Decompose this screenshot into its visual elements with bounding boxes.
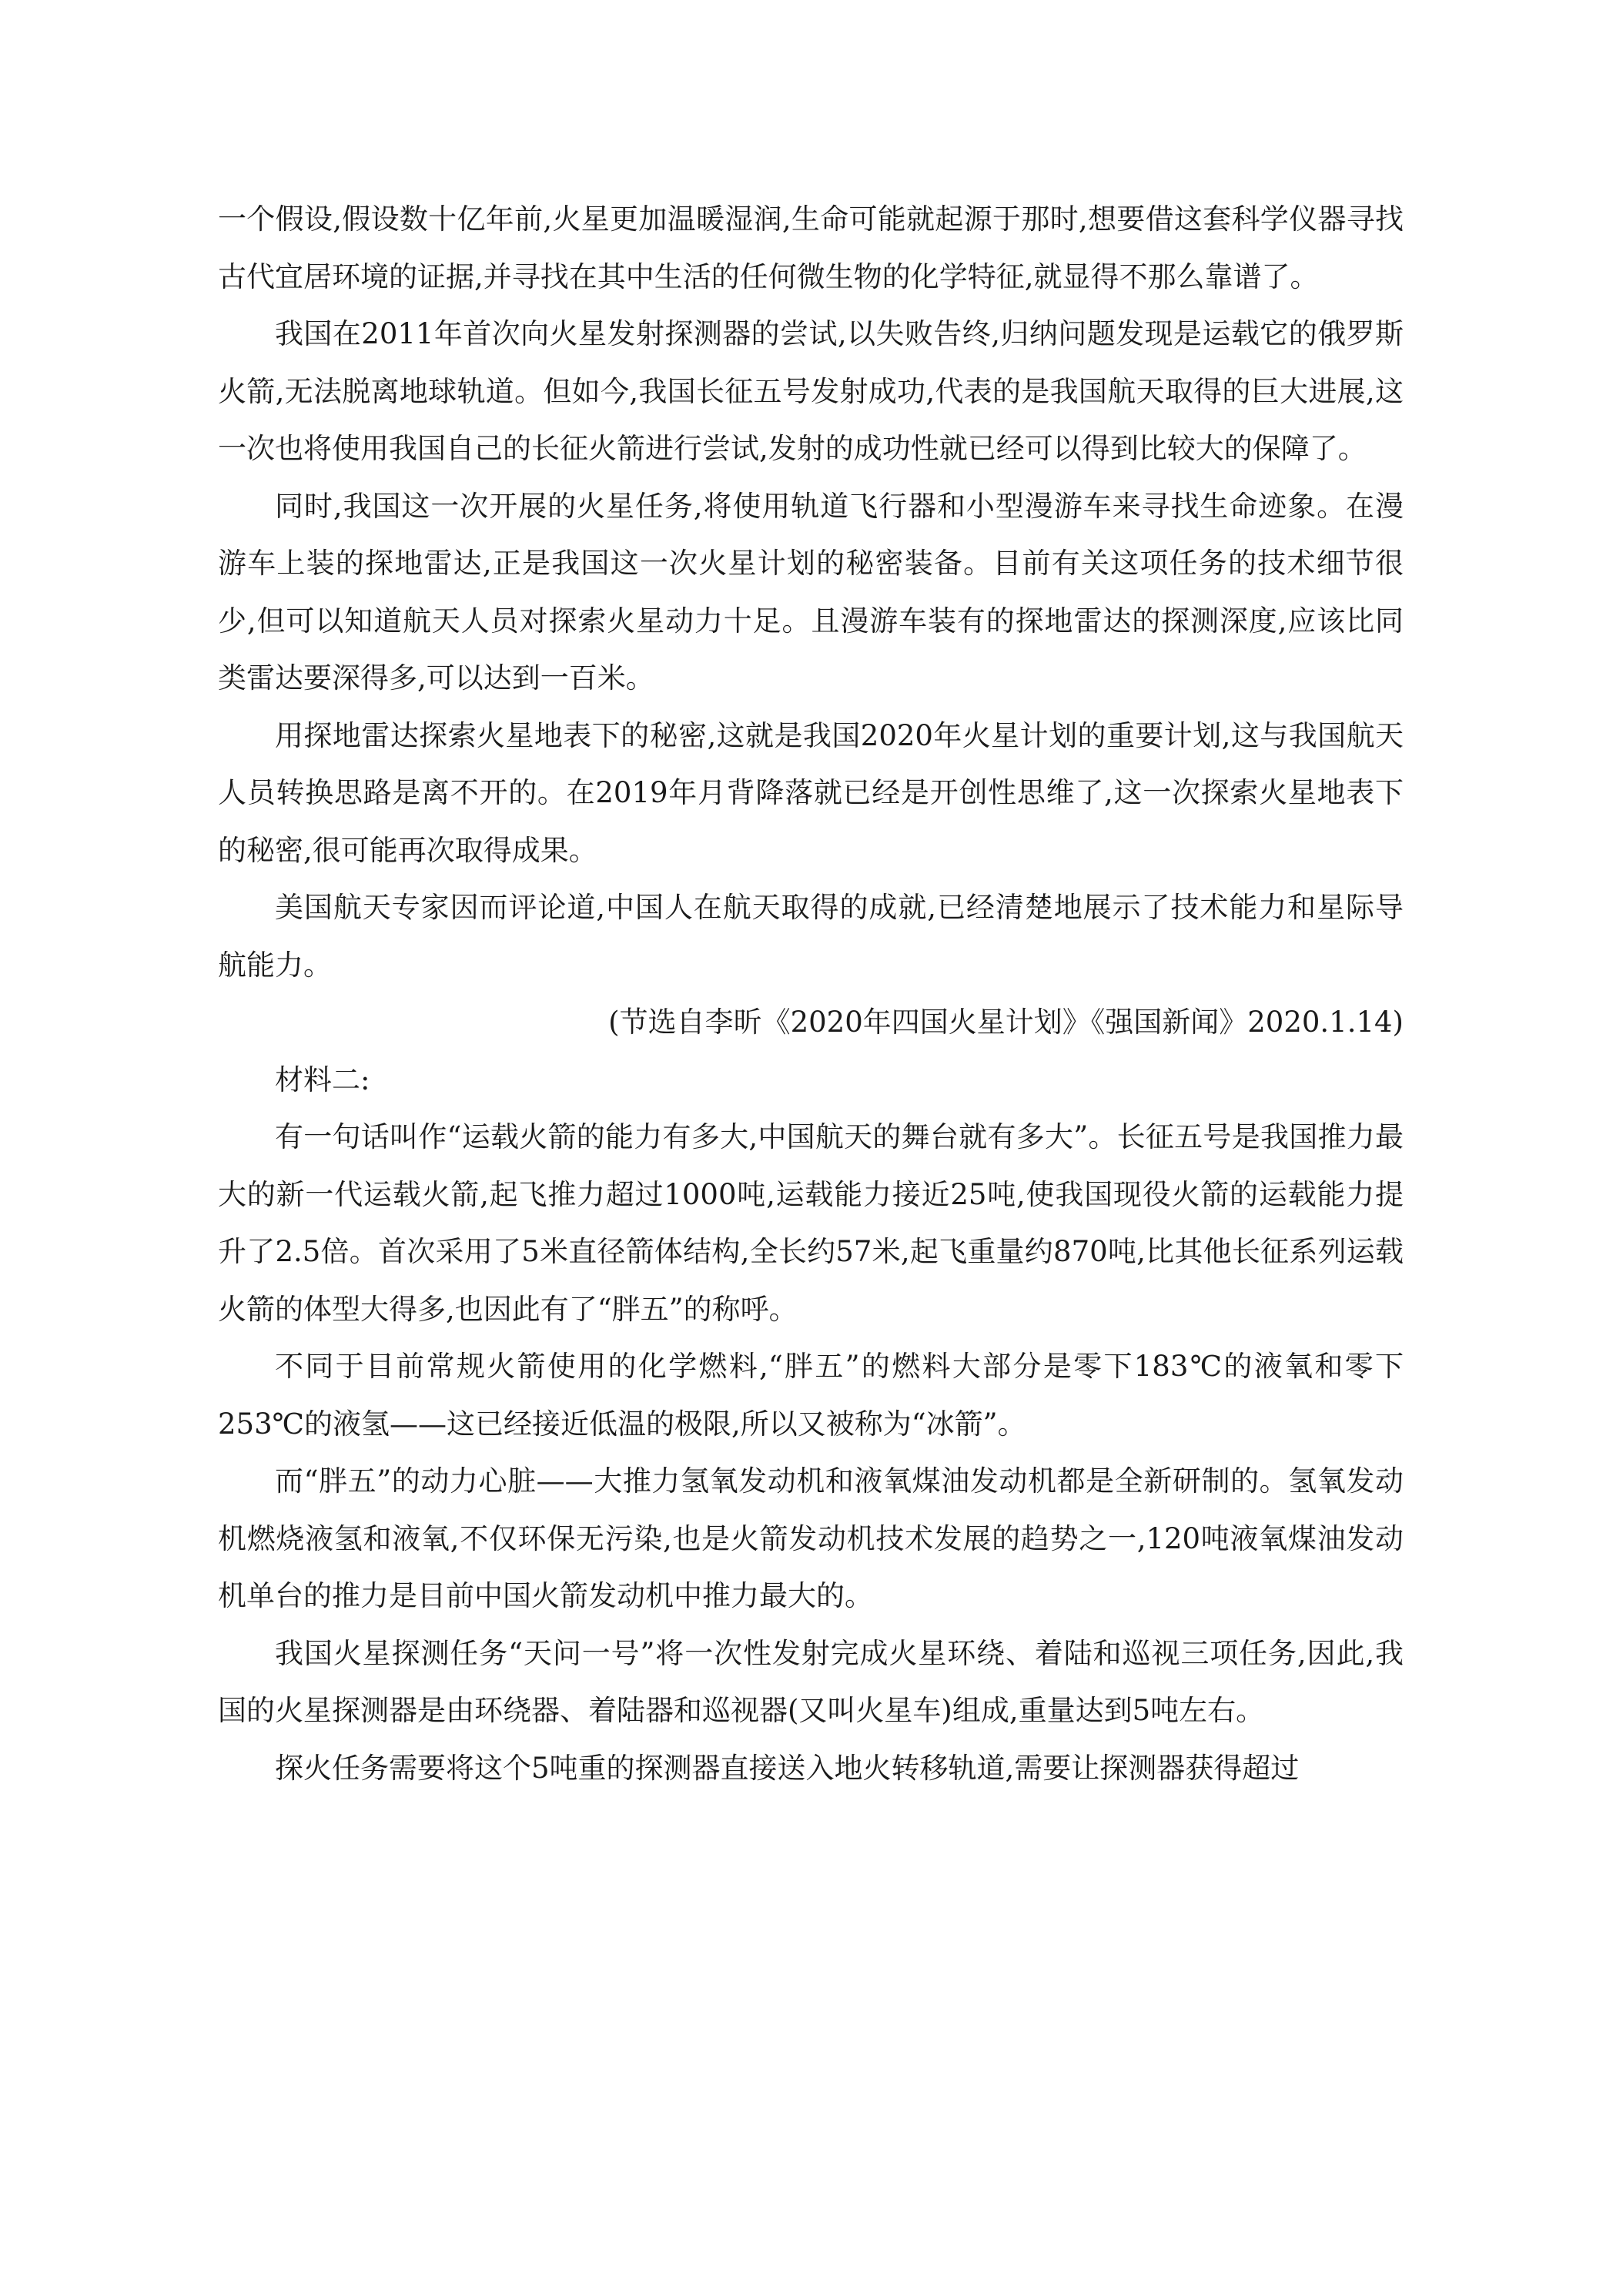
paragraph: 而“胖五”的动力心脏——大推力氢氧发动机和液氧煤油发动机都是全新研制的。氢氧发动机燃烧液氢和液氧,不仅环保无污染,也是火箭发动机技术发展的趋势之一,120吨液氧煤油发动机单台的推力是目前中国火箭发动机中推力最大的。 xyxy=(218,1464,1404,1612)
paragraph: 有一句话叫作“运载火箭的能力有多大,中国航天的舞台就有多大”。长征五号是我国推力最大的新一代运载火箭,起飞推力超过1000吨,运载能力接近25吨,使我国现役火箭的运载能力提升了2.5倍。首次采用了5米直径箭体结构,全长约57米,起飞重量约870吨,比其他长征系列运载火箭的体型大得多,也因此有了“胖五”的称呼。 xyxy=(218,1120,1404,1326)
paragraph: 我国火星探测任务“天问一号”将一次性发射完成火星环绕、着陆和巡视三项任务,因此,我国的火星探测器是由环绕器、着陆器和巡视器(又叫火星车)组成,重量达到5吨左右。 xyxy=(218,1636,1404,1727)
paragraph: 同时,我国这一次开展的火星任务,将使用轨道飞行器和小型漫游车来寻找生命迹象。在漫游车上装的探地雷达,正是我国这一次火星计划的秘密装备。目前有关这项任务的技术细节很少,但可以知道航天人员对探索火星动力十足。且漫游车装有的探地雷达的探测深度,应该比同类雷达要深得多,可以达到一百米。 xyxy=(218,489,1404,694)
section-heading: 材料二: xyxy=(275,1063,370,1096)
paragraph: 美国航天专家因而评论道,中国人在航天取得的成就,已经清楚地展示了技术能力和星际导航能力。 xyxy=(218,891,1404,982)
paragraph: 一个假设,假设数十亿年前,火星更加温暖湿润,生命可能就起源于那时,想要借这套科学仪器寻找古代宜居环境的证据,并寻找在其中生活的任何微生物的化学特征,就显得不那么靠谱了。 xyxy=(218,202,1404,293)
paragraph: 探火任务需要将这个5吨重的探测器直接送入地火转移轨道,需要让探测器获得超过 xyxy=(275,1751,1300,1785)
source-citation: (节选自李昕《2020年四国火星计划》《强国新闻》2020.1.14) xyxy=(608,1006,1404,1039)
paragraph: 我国在2011年首次向火星发射探测器的尝试,以失败告终,归纳问题发现是运载它的俄罗斯火箭,无法脱离地球轨道。但如今,我国长征五号发射成功,代表的是我国航天取得的巨大进展,这一次也将使用我国自己的长征火箭进行尝试,发射的成功性就已经可以得到比较大的保障了。 xyxy=(218,317,1404,465)
article-body xyxy=(218,191,1404,1797)
paragraph: 用探地雷达探索火星地表下的秘密,这就是我国2020年火星计划的重要计划,这与我国航天人员转换思路是离不开的。在2019年月背降落就已经是开创性思维了,这一次探索火星地表下的秘密,很可能再次取得成果。 xyxy=(218,718,1404,867)
paragraph: 不同于目前常规火箭使用的化学燃料,“胖五”的燃料大部分是零下183℃的液氧和零下253℃的液氢——这已经接近低温的极限,所以又被称为“冰箭”。 xyxy=(218,1350,1404,1441)
